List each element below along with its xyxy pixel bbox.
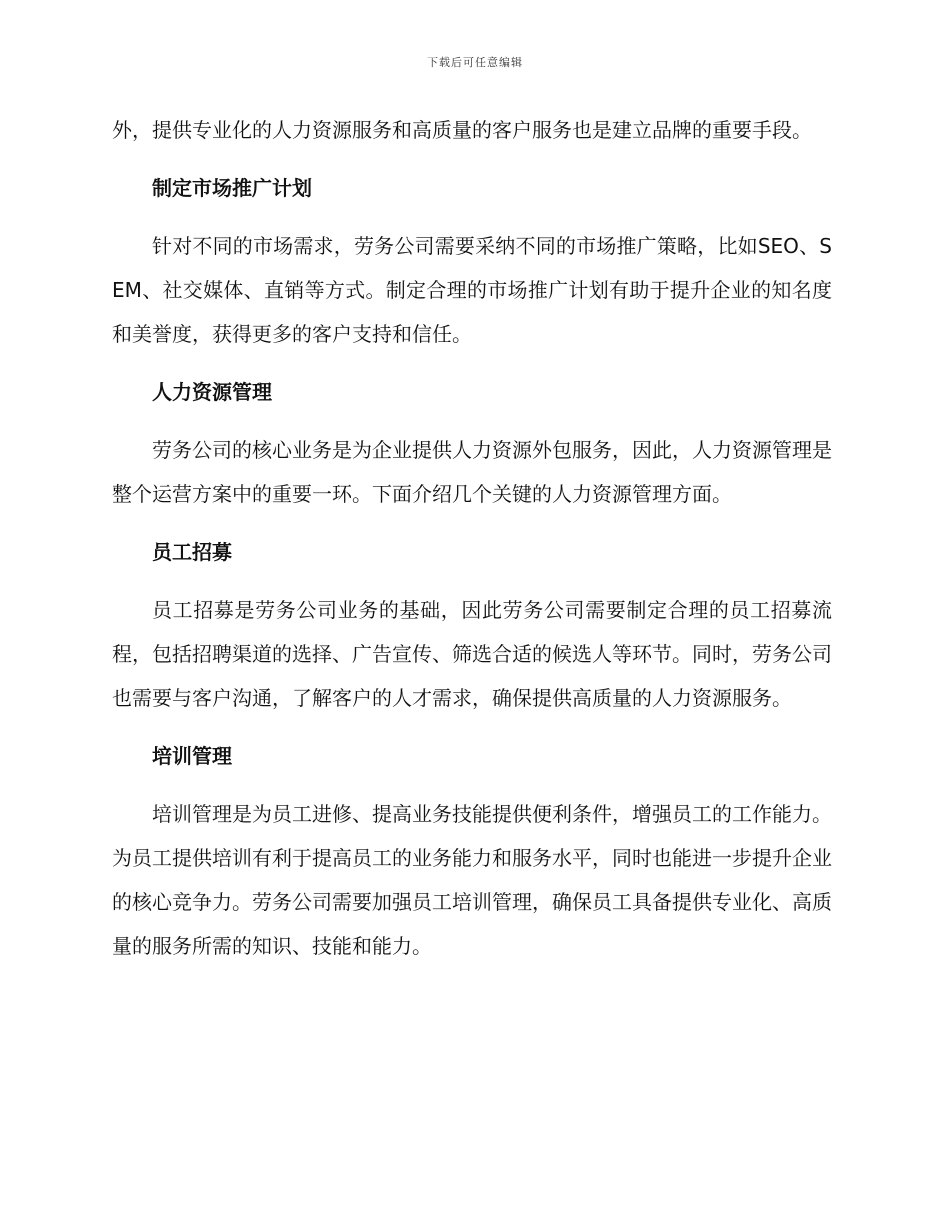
paragraph-brand-continuation: 外，提供专业化的人力资源服务和高质量的客户服务也是建立品牌的重要手段。 — [112, 118, 812, 142]
paragraph-recruitment: 员工招募是劳务公司业务的基础，因此劳务公司需要制定合理的员工招募流程，包括招聘渠道的选择、广告宣传、筛选合适的候选人等环节。同时，劳务公司也需要与客户沟通，了解客户的人才需求，确保提供高质量的人力资源服务。 — [112, 598, 832, 710]
document-body — [112, 108, 832, 982]
paragraph-marketing-plan: 针对不同的市场需求，劳务公司需要采纳不同的市场推广策略，比如SEO、SEM、社交媒体、直销等方式。制定合理的市场推广计划有助于提升企业的知名度和美誉度，获得更多的客户支持和信任。 — [112, 234, 832, 346]
running-header: 下载后可任意编辑 — [427, 56, 523, 69]
paragraph-training: 培训管理是为员工进修、提高业务技能提供便利条件，增强员工的工作能力。为员工提供培训有利于提高员工的业务能力和服务水平，同时也能进一步提升企业的核心竞争力。劳务公司需要加强员工培训管理，确保员工具备提供专业化、高质量的服务所需的知识、技能和能力。 — [112, 802, 832, 958]
section-heading-training: 培训管理 — [152, 744, 232, 768]
section-heading-hr-management: 人力资源管理 — [152, 380, 272, 404]
section-heading-marketing-plan: 制定市场推广计划 — [152, 176, 312, 200]
paragraph-hr-management: 劳务公司的核心业务是为企业提供人力资源外包服务，因此，人力资源管理是整个运营方案中的重要一环。下面介绍几个关键的人力资源管理方面。 — [112, 438, 832, 506]
section-heading-recruitment: 员工招募 — [152, 540, 232, 564]
